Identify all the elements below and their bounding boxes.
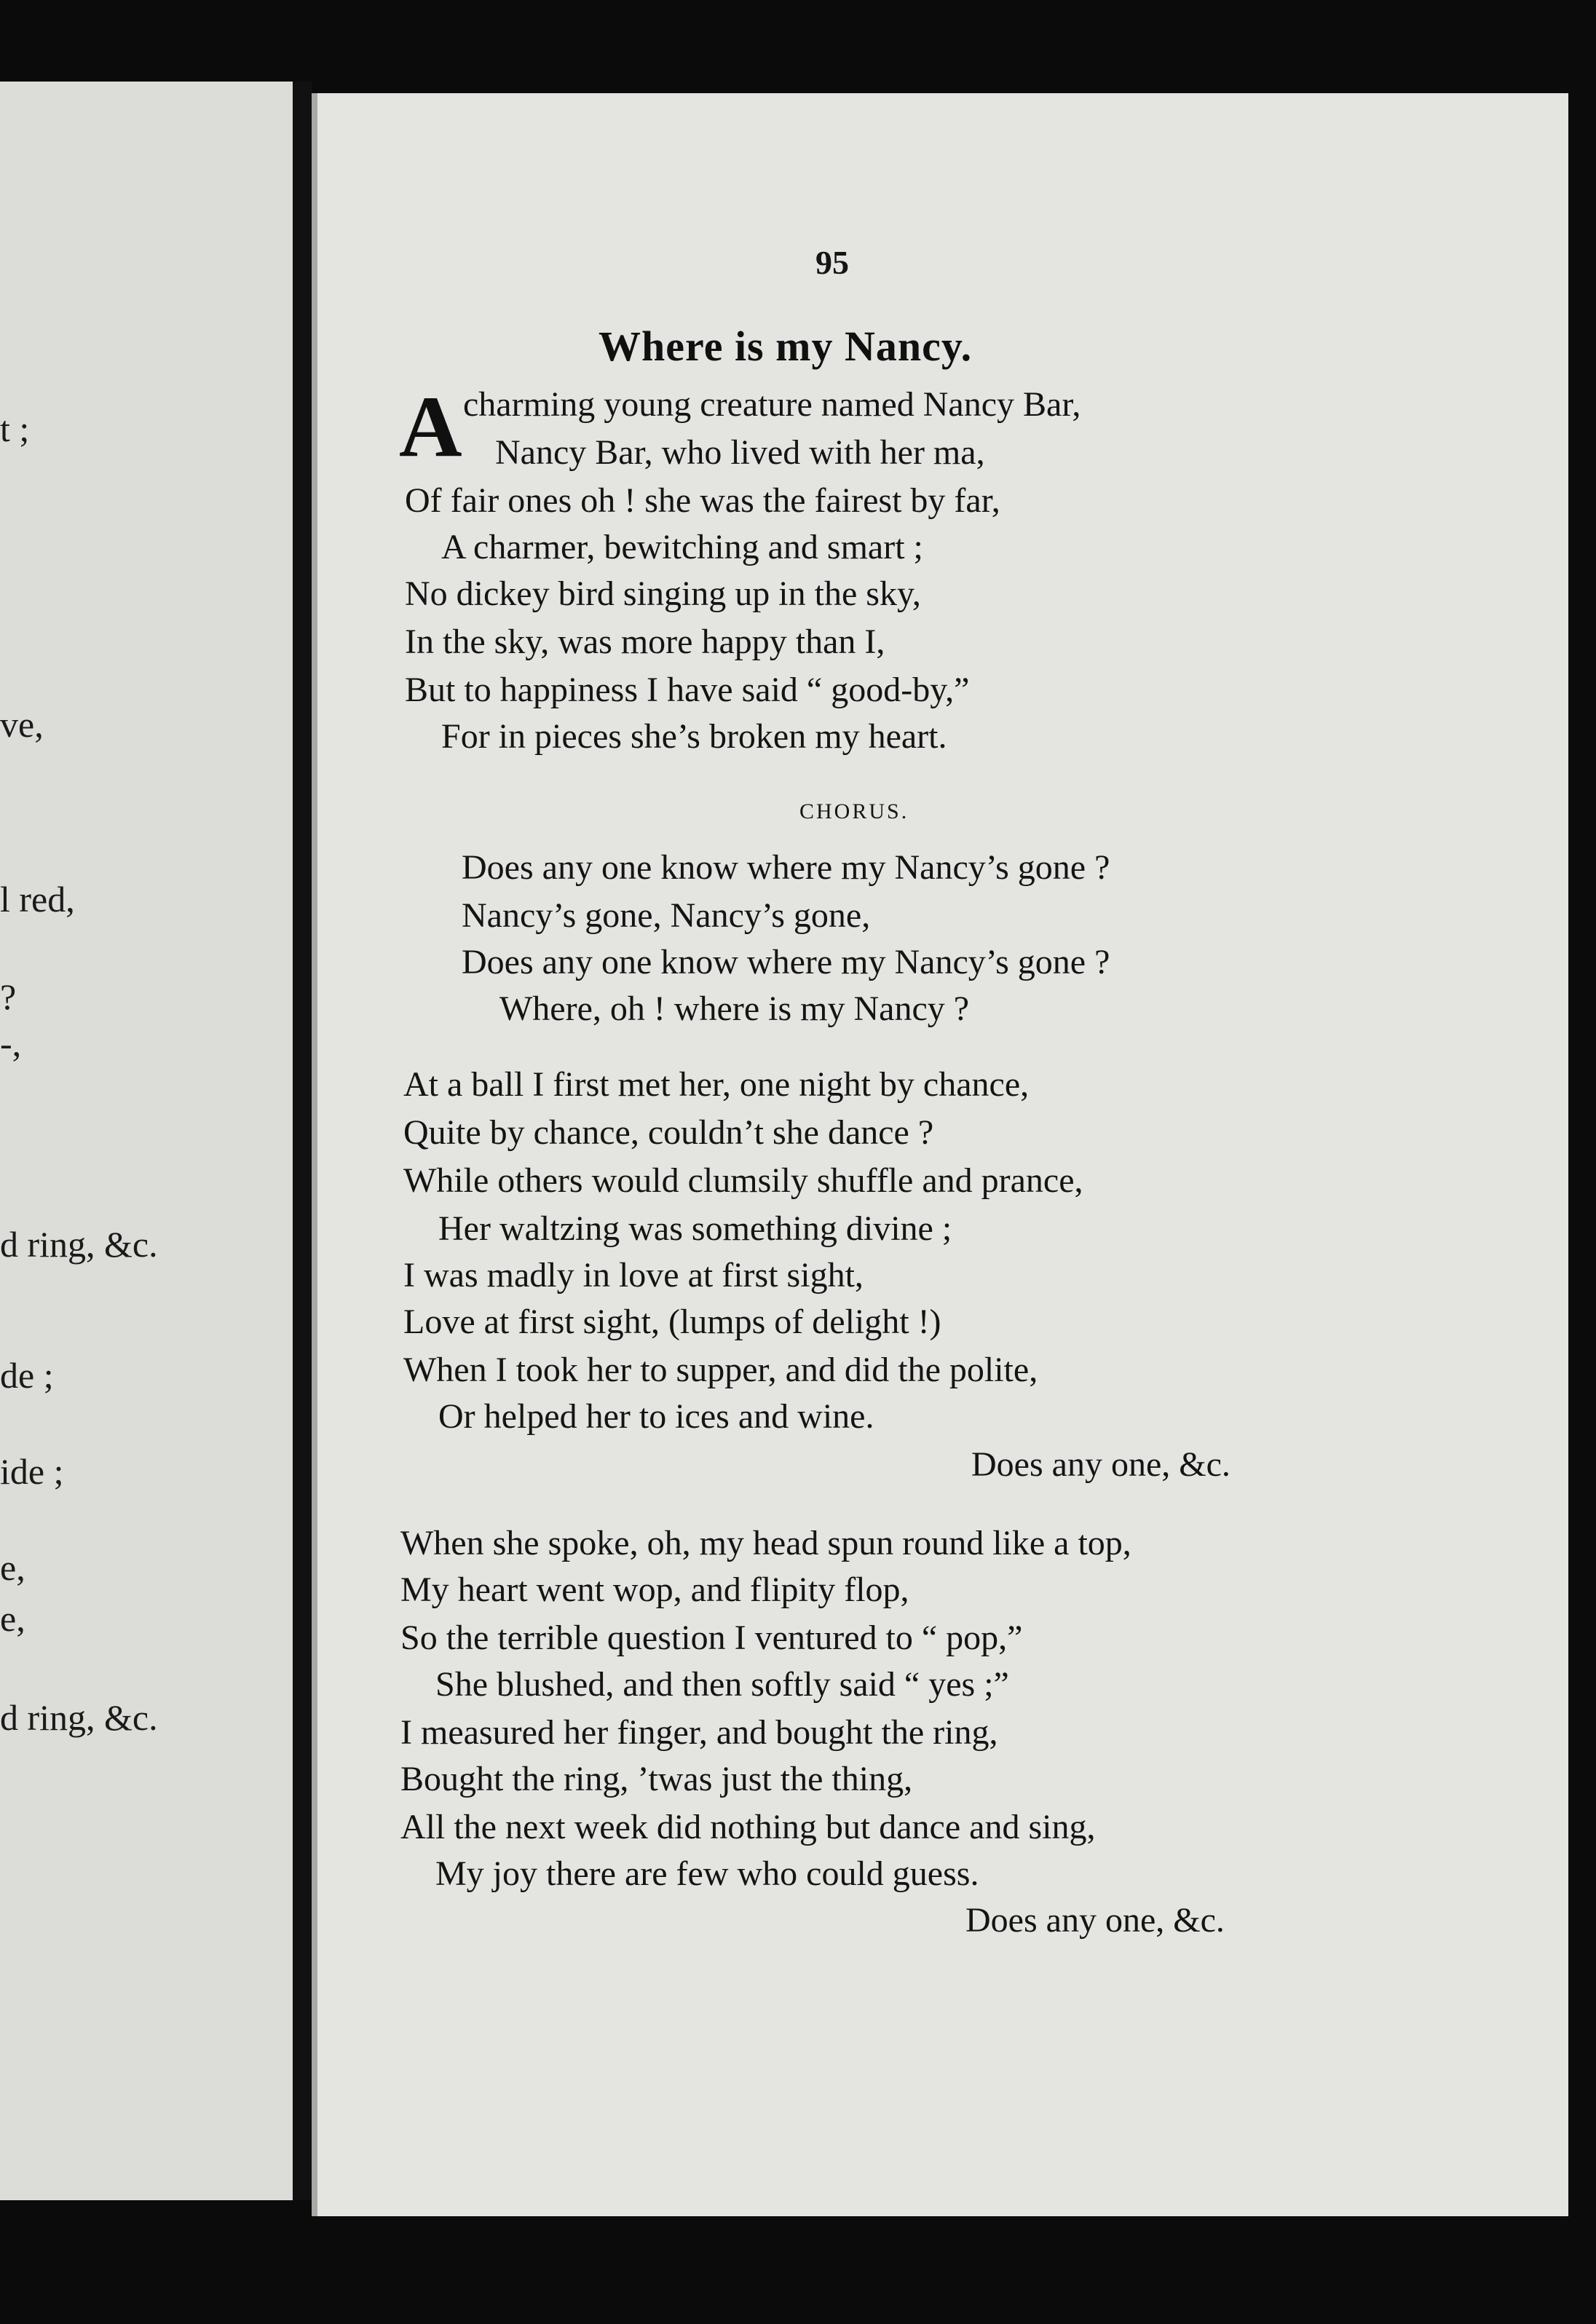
left-page-text: d ring, &c. xyxy=(0,1224,158,1265)
verse-line: When she spoke, oh, my head spun round like a top, xyxy=(400,1524,1131,1562)
verse-line: So the terrible question I ventured to “ pop,” xyxy=(400,1618,1023,1657)
verse-line: In the sky, was more happy than I, xyxy=(405,622,885,661)
verse-line: Or helped her to ices and wine. xyxy=(438,1397,874,1436)
verse-line: I was madly in love at first sight, xyxy=(403,1256,864,1295)
verse-line: But to happiness I have said “ good-by,” xyxy=(405,671,970,709)
verse-line: Her waltzing was something divine ; xyxy=(438,1209,952,1248)
chorus-line: Does any one know where my Nancy’s gone ? xyxy=(462,848,1110,887)
verse-line: charming young creature named Nancy Bar, xyxy=(463,385,1081,424)
chorus-line: Where, oh ! where is my Nancy ? xyxy=(499,989,970,1028)
verse-line: Of fair ones oh ! she was the fairest by far, xyxy=(405,481,1000,520)
verse-line: When I took her to supper, and did the polite, xyxy=(403,1351,1038,1389)
left-page-text: t ; xyxy=(0,408,30,449)
verse-line: Quite by chance, couldn’t she dance ? xyxy=(403,1113,934,1152)
verse-line: My joy there are few who could guess. xyxy=(435,1854,979,1893)
verse-line: While others would clumsily shuffle and prance, xyxy=(403,1161,1083,1200)
left-page-text: e, xyxy=(0,1598,25,1639)
left-page-text: ide ; xyxy=(0,1451,64,1492)
left-page-fragment xyxy=(0,82,293,2200)
left-page-text: -, xyxy=(0,1023,22,1064)
verse-line: I measured her finger, and bought the ring, xyxy=(400,1713,998,1752)
left-page-text: de ; xyxy=(0,1355,54,1396)
left-page-text: l red, xyxy=(0,879,75,920)
refrain-line: Does any one, &c. xyxy=(965,1901,1225,1940)
chorus-line: Does any one know where my Nancy’s gone ? xyxy=(462,943,1110,981)
verse-line: No dickey bird singing up in the sky, xyxy=(405,574,921,613)
verse-line: She blushed, and then softly said “ yes ;” xyxy=(435,1665,1009,1704)
left-page-text: ? xyxy=(0,976,17,1017)
verse-line: Bought the ring, ’twas just the thing, xyxy=(400,1760,913,1798)
refrain-line: Does any one, &c. xyxy=(971,1445,1230,1484)
left-page-text: ve, xyxy=(0,704,44,745)
verse-line: My heart went wop, and flipity flop, xyxy=(400,1570,909,1609)
chorus-line: Nancy’s gone, Nancy’s gone, xyxy=(462,896,871,935)
song-title: Where is my Nancy. xyxy=(598,323,973,370)
verse-line: Nancy Bar, who lived with her ma, xyxy=(495,433,985,472)
verse-line: For in pieces she’s broken my heart. xyxy=(441,717,947,756)
left-page-text: d ring, &c. xyxy=(0,1697,158,1738)
page-number: 95 xyxy=(815,244,849,281)
drop-cap: A xyxy=(399,378,462,475)
verse-line: At a ball I first met her, one night by chance, xyxy=(403,1065,1030,1104)
book-gutter xyxy=(293,82,312,2200)
left-page-text: e, xyxy=(0,1547,25,1588)
verse-line: All the next week did nothing but dance and sing, xyxy=(400,1808,1096,1846)
verse-line: Love at first sight, (lumps of delight !) xyxy=(403,1303,941,1341)
chorus-heading: CHORUS. xyxy=(799,799,909,823)
verse-line: A charmer, bewitching and smart ; xyxy=(441,528,923,566)
